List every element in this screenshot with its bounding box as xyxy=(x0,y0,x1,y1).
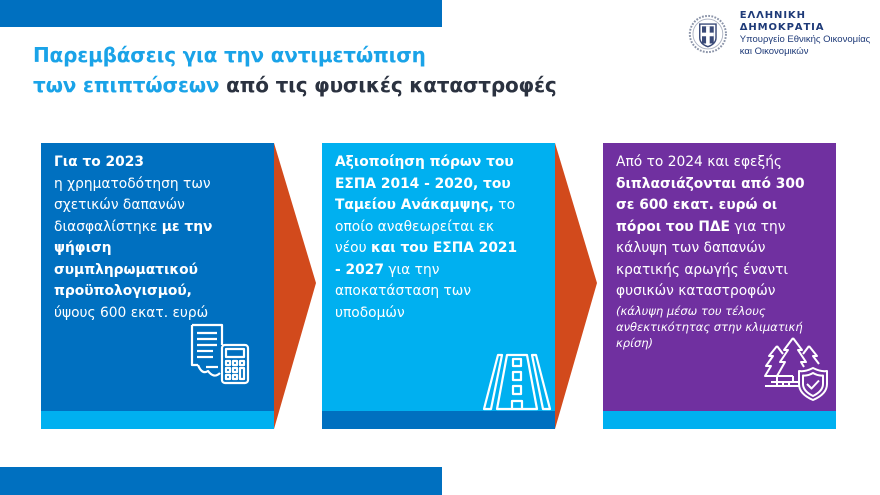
card-line xyxy=(54,281,264,303)
bold-text: ψήφιση xyxy=(54,240,112,256)
title-line2-dark: από τις φυσικές καταστροφές xyxy=(219,73,557,97)
text: κάλυψη των δαπανών xyxy=(616,240,766,256)
text: διασφαλίστηκε xyxy=(54,218,162,235)
bold-text: διπλασιάζονται από 300 xyxy=(616,175,805,192)
card-note: (κάλυψη μέσω του τέλους xyxy=(616,303,766,318)
forest-shield-icon xyxy=(763,336,829,402)
bold-text: ΕΣΠΑ 2014 - 2020, του xyxy=(335,175,511,192)
card-line xyxy=(616,260,826,282)
text: νέου xyxy=(335,240,371,256)
bold-text: και του ΕΣΠΑ 2021 xyxy=(370,240,518,256)
card-text xyxy=(54,152,264,324)
card-line xyxy=(54,174,264,196)
logo-title: ΕΛΛΗΝΙΚΗ ΔΗΜΟΚΡΑΤΙΑ xyxy=(739,10,825,33)
card-line xyxy=(335,238,545,260)
card-note: κρίση) xyxy=(616,335,654,350)
card-line xyxy=(54,238,264,260)
card-line xyxy=(616,152,826,174)
bottom-decorative-bar xyxy=(0,467,442,495)
page-title xyxy=(33,40,557,100)
bold-text: Ταμείου Ανάκαμψης, xyxy=(335,197,494,213)
title-line1: Παρεμβάσεις για την αντιμετώπιση xyxy=(33,43,426,67)
info-card-2023-budget xyxy=(41,143,274,429)
logo-subtitle-2: και Οικονομικών xyxy=(739,46,809,57)
card-line xyxy=(335,152,545,174)
road-icon xyxy=(482,353,552,411)
text: υποδομών xyxy=(335,304,405,321)
card-line xyxy=(54,152,264,174)
bold-text: συμπληρωματικού xyxy=(54,261,198,278)
text: Από το 2024 και εφεξής xyxy=(616,154,783,170)
text: σχετικών δαπανών xyxy=(54,197,185,213)
text: για την xyxy=(729,218,786,235)
card-line xyxy=(616,281,826,303)
bold-text: Για το 2023 xyxy=(54,154,144,170)
card-line xyxy=(616,238,826,260)
text: το xyxy=(493,197,516,213)
bold-text: με την xyxy=(161,218,213,235)
card-bottom-stripe xyxy=(41,411,274,429)
arrow-2-icon xyxy=(555,143,601,429)
card-text xyxy=(616,152,826,351)
card-line xyxy=(335,303,545,325)
card-line xyxy=(335,260,545,282)
card-line xyxy=(54,260,264,282)
card-line xyxy=(54,303,264,325)
card-line xyxy=(335,217,545,239)
text: ύψους 600 εκατ. ευρώ xyxy=(54,304,209,321)
text: αποκατάσταση των xyxy=(335,283,472,299)
bold-text: πόροι του ΠΔΕ xyxy=(616,218,730,235)
info-card-pde-resources xyxy=(603,143,836,429)
bold-text: Αξιοποίηση πόρων του xyxy=(335,154,514,170)
logo-subtitle-1: Υπουργείο Εθνικής Οικονομίας xyxy=(739,34,871,45)
card-line xyxy=(54,195,264,217)
info-card-espa-funds xyxy=(322,143,555,429)
bold-text: σε 600 εκατ. ευρώ οι xyxy=(616,197,778,213)
text: οποίο αναθεωρείται εκ xyxy=(335,218,494,235)
title-line2-highlight: των επιπτώσεων xyxy=(33,73,220,97)
card-line xyxy=(616,174,826,196)
ministry-logo xyxy=(688,10,880,58)
greek-coat-of-arms-icon xyxy=(688,12,728,56)
top-decorative-bar xyxy=(0,0,442,27)
card-note: ανθεκτικότητας στην κλιματική xyxy=(616,319,803,334)
receipt-calculator-icon xyxy=(188,323,258,385)
card-line xyxy=(54,217,264,239)
arrow-1-icon xyxy=(274,143,320,429)
card-bottom-stripe xyxy=(322,411,555,429)
text: για την xyxy=(383,261,440,278)
text: κρατικής αρωγής έναντι xyxy=(616,261,789,278)
bold-text: - 2027 xyxy=(335,261,384,278)
card-line xyxy=(616,195,826,217)
card-line xyxy=(616,217,826,239)
card-bottom-stripe xyxy=(603,411,836,429)
text: φυσικών καταστροφών xyxy=(616,283,776,299)
card-text xyxy=(335,152,545,324)
card-line xyxy=(335,281,545,303)
text: η χρηματοδότηση των xyxy=(54,175,211,192)
card-line xyxy=(335,195,545,217)
card-line xyxy=(335,174,545,196)
bold-text: προϋπολογισμού, xyxy=(54,283,192,299)
